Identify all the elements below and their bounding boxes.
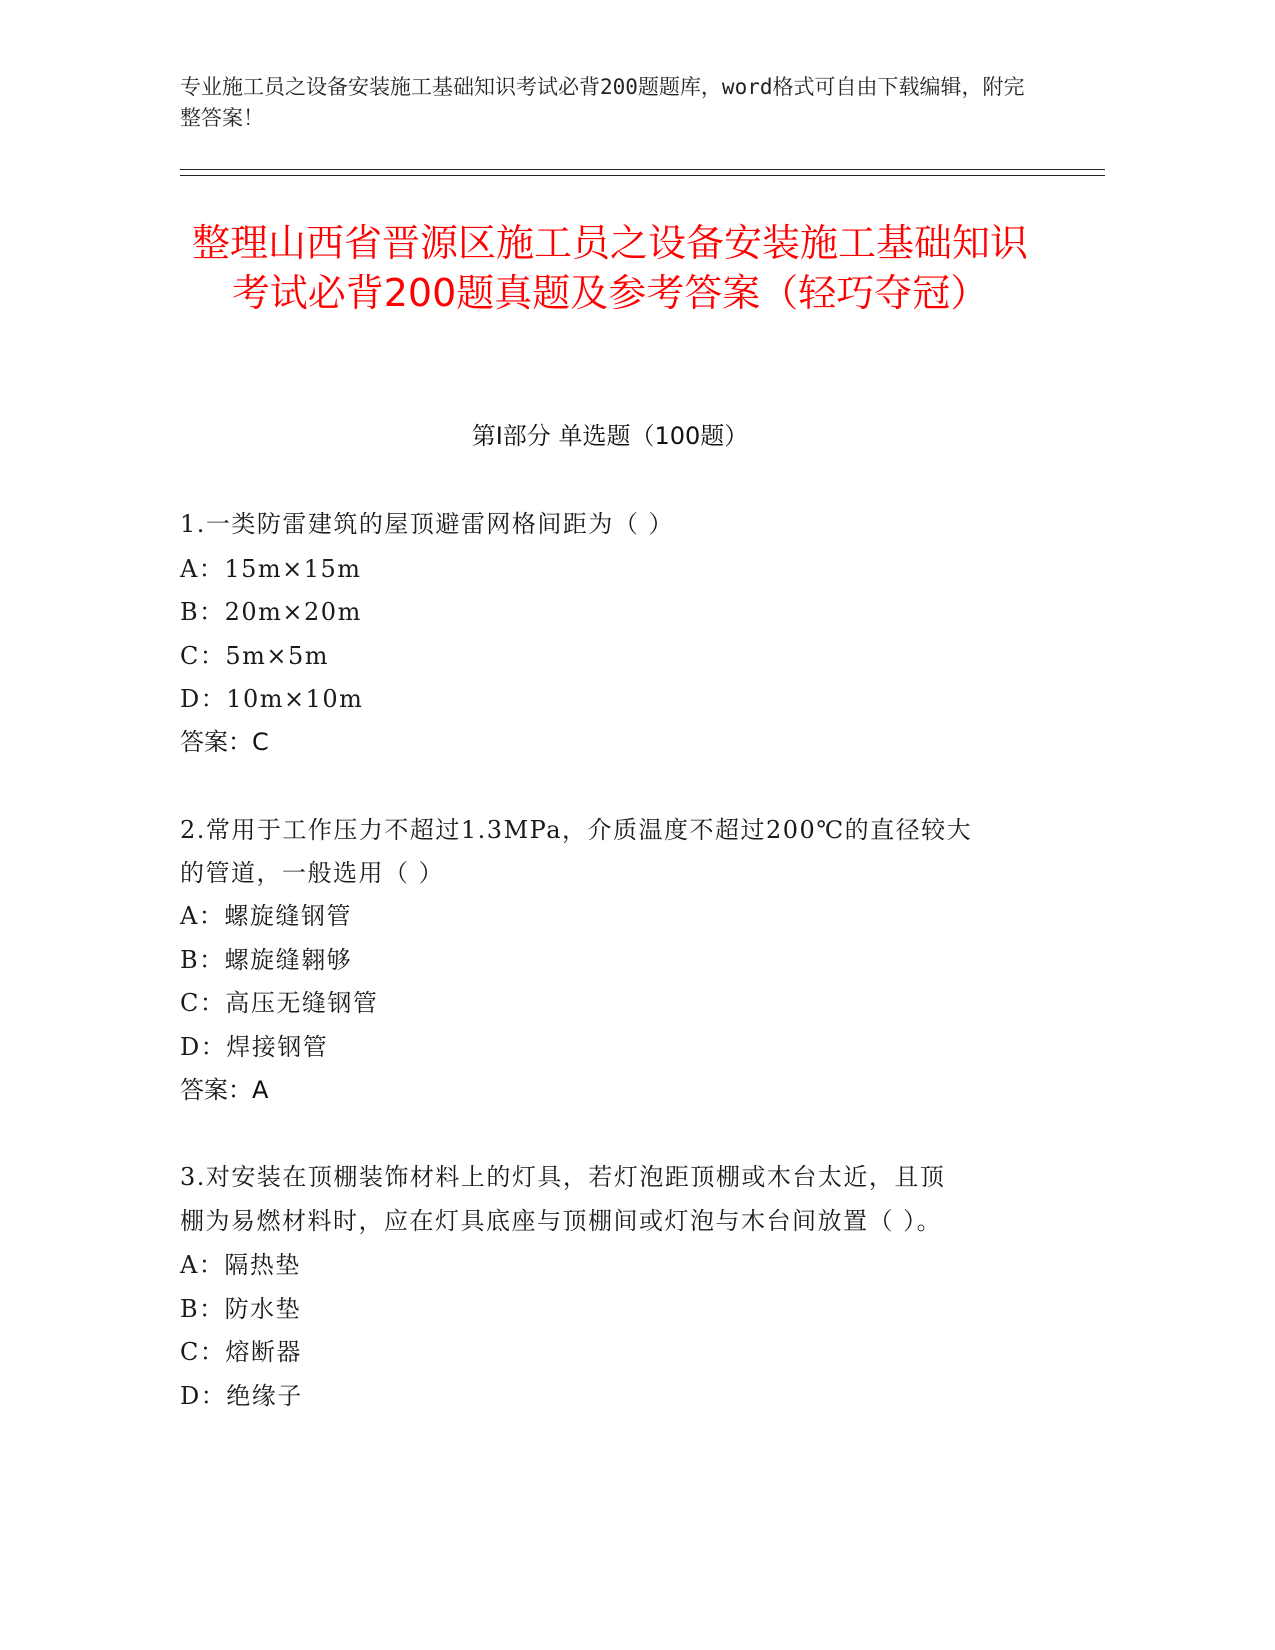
question-1-answer: 答案：C	[180, 728, 269, 756]
section-heading: 第Ⅰ部分 单选题（100题）	[471, 422, 749, 450]
question-1-option-b: B：20m×20m	[180, 598, 362, 626]
question-1-option-d: D：10m×10m	[180, 685, 364, 713]
header-divider-bottom	[180, 175, 1105, 176]
question-3-option-a: A：隔热垫	[180, 1251, 301, 1279]
document-title: 整理山西省晋源区施工员之设备安装施工基础知识考试必背200题真题及参考答案（轻巧夺冠）	[191, 221, 1028, 315]
question-2-option-c: C：高压无缝钢管	[180, 989, 379, 1017]
question-1-option-c: C：5m×5m	[180, 642, 330, 670]
question-2-answer: 答案：A	[180, 1076, 269, 1104]
question-1-option-a: A：15m×15m	[180, 555, 362, 583]
question-2-option-b: B：螺旋缝翱够	[180, 946, 353, 974]
question-2-option-a: A：螺旋缝钢管	[180, 902, 352, 930]
question-1-stem: 1.一类防雷建筑的屋顶避雷网格间距为（ ）	[180, 510, 675, 538]
question-3-option-b: B：防水垫	[180, 1295, 302, 1323]
question-2-stem-line2: 的管道，一般选用（ ）	[180, 859, 445, 887]
question-2-option-d: D：焊接钢管	[180, 1033, 329, 1061]
question-3-option-c: C：熔断器	[180, 1338, 302, 1366]
header-note: 专业施工员之设备安装施工基础知识考试必背200题题库，word格式可自由下载编辑，附完整答案！	[180, 75, 1025, 130]
header-divider-top	[180, 169, 1105, 170]
question-3-stem-line2: 棚为易燃材料时，应在灯具底座与顶棚间或灯泡与木台间放置（ ）。	[180, 1207, 943, 1235]
question-3-stem-line1: 3.对安装在顶棚装饰材料上的灯具，若灯泡距顶棚或木台太近，且顶	[180, 1163, 946, 1191]
question-2-stem-line1: 2.常用于工作压力不超过1.3MPa，介质温度不超过200℃的直径较大	[180, 816, 973, 844]
question-3-option-d: D：绝缘子	[180, 1382, 303, 1410]
